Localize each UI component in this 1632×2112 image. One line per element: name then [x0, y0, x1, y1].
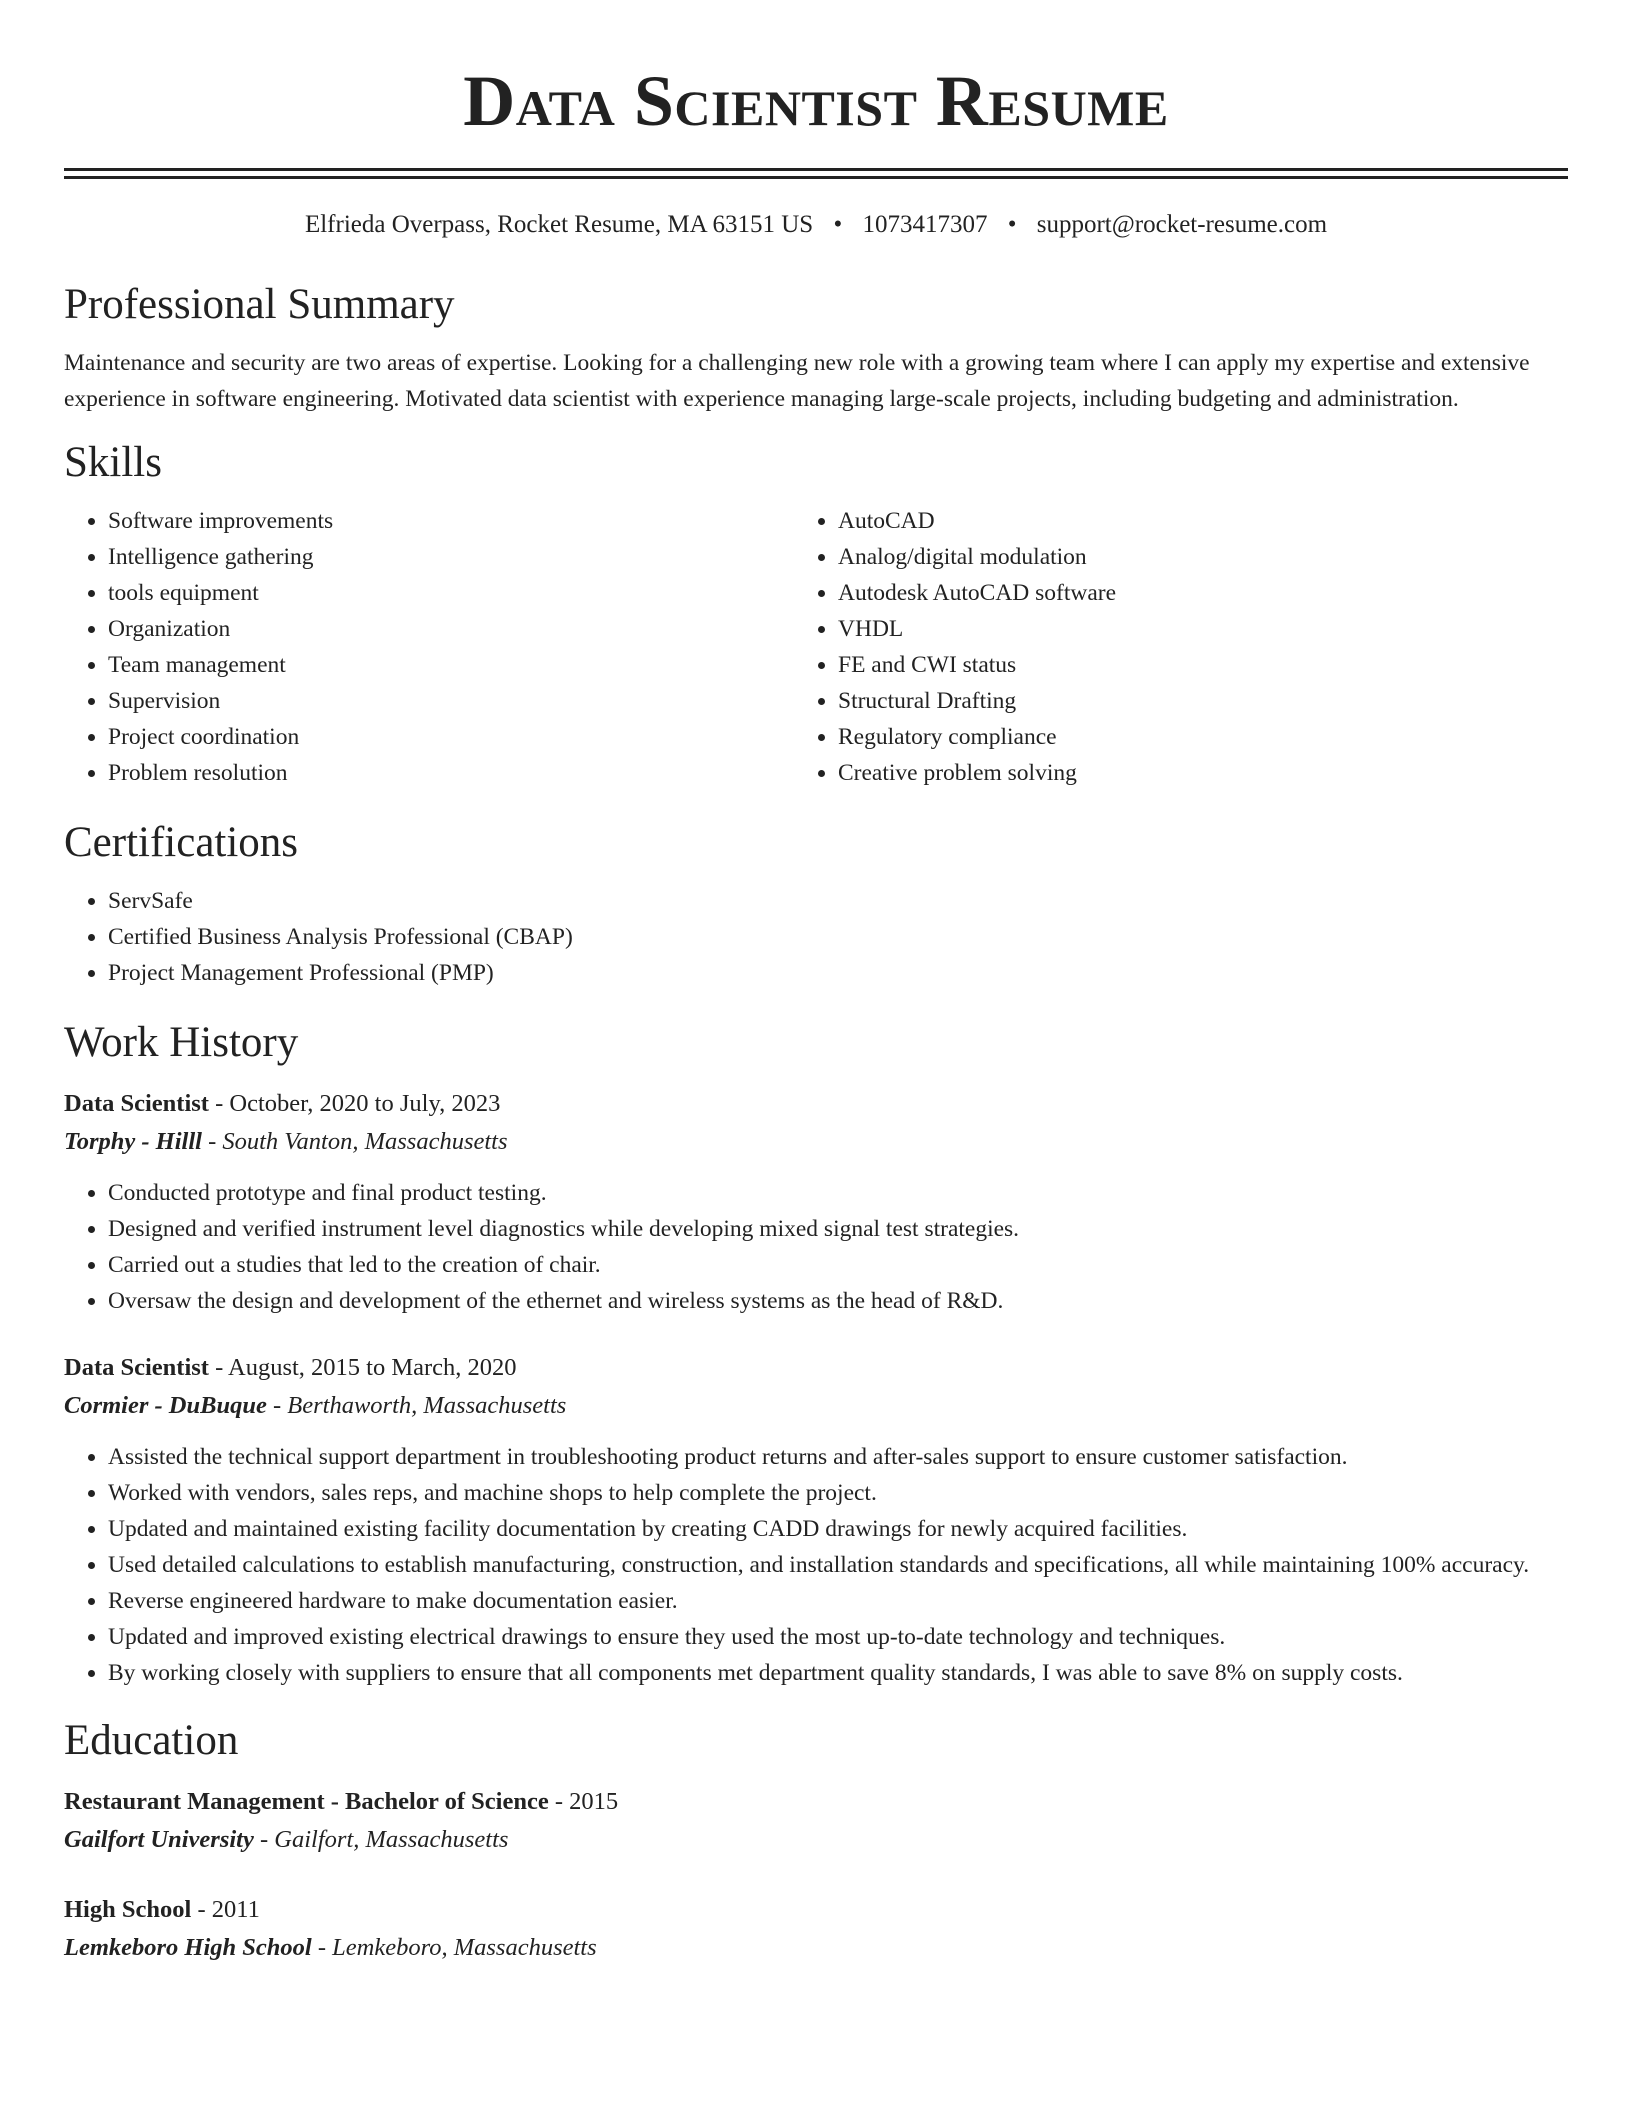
school-line: Gailfort University - Gailfort, Massachusetts — [64, 1826, 509, 1853]
certification-item: • Project Management Professional (PMP) — [108, 955, 1568, 991]
job-bullet: • Updated and maintained existing facility documentation by creating CADD drawings for newly acquired facilities. — [108, 1511, 1568, 1547]
job-bullet: • Updated and improved existing electrical drawings to ensure they used the most up-to-date technology and techniques. — [108, 1619, 1568, 1655]
work-history-heading: Work History — [64, 1019, 299, 1066]
skill-item: • AutoCAD — [838, 503, 1568, 539]
employer-name: Torphy - Hilll — [64, 1128, 202, 1155]
skill-item: • VHDL — [838, 611, 1568, 647]
job-bullet: • Conducted prototype and final product testing. — [108, 1175, 1568, 1211]
resume-title: Data Scientist Resume — [463, 61, 1169, 141]
contact-separator: • — [833, 211, 843, 238]
employer-location: South Vanton, Massachusetts — [222, 1128, 508, 1155]
skill-item: • Organization — [108, 611, 838, 647]
degree-year: 2011 — [211, 1896, 260, 1923]
job-entry — [64, 1085, 1568, 1319]
employer-line: Torphy - Hilll - South Vanton, Massachusetts — [64, 1128, 508, 1155]
skill-item: • Structural Drafting — [838, 683, 1568, 719]
job-bullets — [64, 1439, 1568, 1691]
degree-name: Restaurant Management - Bachelor of Science — [64, 1788, 549, 1815]
contact-address: Elfrieda Overpass, Rocket Resume, MA 63151 US — [304, 211, 814, 238]
contact-email: support@rocket-resume.com — [1036, 211, 1328, 238]
skill-item: • FE and CWI status — [838, 647, 1568, 683]
skill-item: • Autodesk AutoCAD software — [838, 575, 1568, 611]
certifications-section — [64, 817, 1568, 991]
job-title-line: Data Scientist - October, 2020 to July, 2023 — [64, 1090, 501, 1117]
title-divider-top — [64, 168, 1568, 171]
employer-line: Cormier - DuBuque - Berthaworth, Massachusetts — [64, 1392, 567, 1419]
skill-item: • Intelligence gathering — [108, 539, 838, 575]
degree-line: Restaurant Management - Bachelor of Science - 2015 — [64, 1788, 619, 1815]
skills-heading: Skills — [64, 439, 162, 486]
skill-item: • Analog/digital modulation — [838, 539, 1568, 575]
school-location: Gailfort, Massachusetts — [274, 1826, 509, 1853]
skills-section — [64, 437, 1568, 791]
job-title: Data Scientist — [64, 1090, 209, 1117]
contact-line — [64, 209, 1568, 241]
work-history-section — [64, 1017, 1568, 1691]
skills-column-right — [838, 503, 1568, 791]
skill-item: • tools equipment — [108, 575, 838, 611]
contact-separator: • — [1007, 211, 1017, 238]
degree-line: High School - 2011 — [64, 1896, 260, 1923]
education-section — [64, 1715, 1568, 1967]
skill-item: • Regulatory compliance — [838, 719, 1568, 755]
job-title: Data Scientist — [64, 1354, 209, 1381]
certification-item: • Certified Business Analysis Professional (CBAP) — [108, 919, 1568, 955]
skill-item: • Problem resolution — [108, 755, 838, 791]
skill-item: • Project coordination — [108, 719, 838, 755]
job-entry — [64, 1349, 1568, 1691]
school-name: Gailfort University — [64, 1826, 254, 1853]
education-heading: Education — [64, 1717, 239, 1764]
summary-heading: Professional Summary — [64, 281, 455, 328]
job-bullet: • Assisted the technical support department in troubleshooting product returns and after-sales support to ensure customer satisfaction. — [108, 1439, 1568, 1475]
school-line: Lemkeboro High School - Lemkeboro, Massachusetts — [64, 1934, 597, 1961]
skill-item: • Team management — [108, 647, 838, 683]
job-dates: August, 2015 to March, 2020 — [228, 1354, 517, 1381]
school-name: Lemkeboro High School — [64, 1934, 312, 1961]
certification-item: • ServSafe — [108, 883, 1568, 919]
skill-item: • Creative problem solving — [838, 755, 1568, 791]
skills-column-left — [64, 503, 838, 791]
summary-text: Maintenance and security are two areas of expertise. Looking for a challenging new role with a growing team where I can apply my expertise and extensive experience in software engineering. Motivated data scientist with experience managing large-scale projects, including budgeting and administration. — [64, 350, 1530, 412]
job-bullet: • Carried out a studies that led to the creation of chair. — [108, 1247, 1568, 1283]
degree-name: High School — [64, 1896, 192, 1923]
job-bullet: • Oversaw the design and development of the ethernet and wireless systems as the head of R&D. — [108, 1283, 1568, 1319]
job-bullet: • Used detailed calculations to establish manufacturing, construction, and installation standards and specifications, all while maintaining 100% accuracy. — [108, 1547, 1568, 1583]
employer-location: Berthaworth, Massachusetts — [287, 1392, 567, 1419]
skill-item: • Software improvements — [108, 503, 838, 539]
job-bullets — [64, 1175, 1568, 1319]
summary-section — [64, 279, 1568, 417]
certifications-list — [64, 883, 1568, 991]
school-location: Lemkeboro, Massachusetts — [332, 1934, 597, 1961]
skills-columns — [64, 503, 1568, 791]
education-entry — [64, 1891, 1568, 1967]
education-entry — [64, 1783, 1568, 1859]
job-bullet: • Worked with vendors, sales reps, and machine shops to help complete the project. — [108, 1475, 1568, 1511]
job-dates: October, 2020 to July, 2023 — [229, 1090, 501, 1117]
employer-name: Cormier - DuBuque — [64, 1392, 267, 1419]
job-bullet: • Reverse engineered hardware to make documentation easier. — [108, 1583, 1568, 1619]
certifications-heading: Certifications — [64, 819, 299, 866]
job-bullet: • Designed and verified instrument level diagnostics while developing mixed signal test strategies. — [108, 1211, 1568, 1247]
degree-year: 2015 — [569, 1788, 619, 1815]
title-divider-bottom — [64, 176, 1568, 179]
contact-phone: 1073417307 — [862, 211, 988, 238]
skill-item: • Supervision — [108, 683, 838, 719]
job-bullet: • By working closely with suppliers to ensure that all components met department quality standards, I was able to save 8% on supply costs. — [108, 1655, 1568, 1691]
job-title-line: Data Scientist - August, 2015 to March, 2020 — [64, 1354, 517, 1381]
